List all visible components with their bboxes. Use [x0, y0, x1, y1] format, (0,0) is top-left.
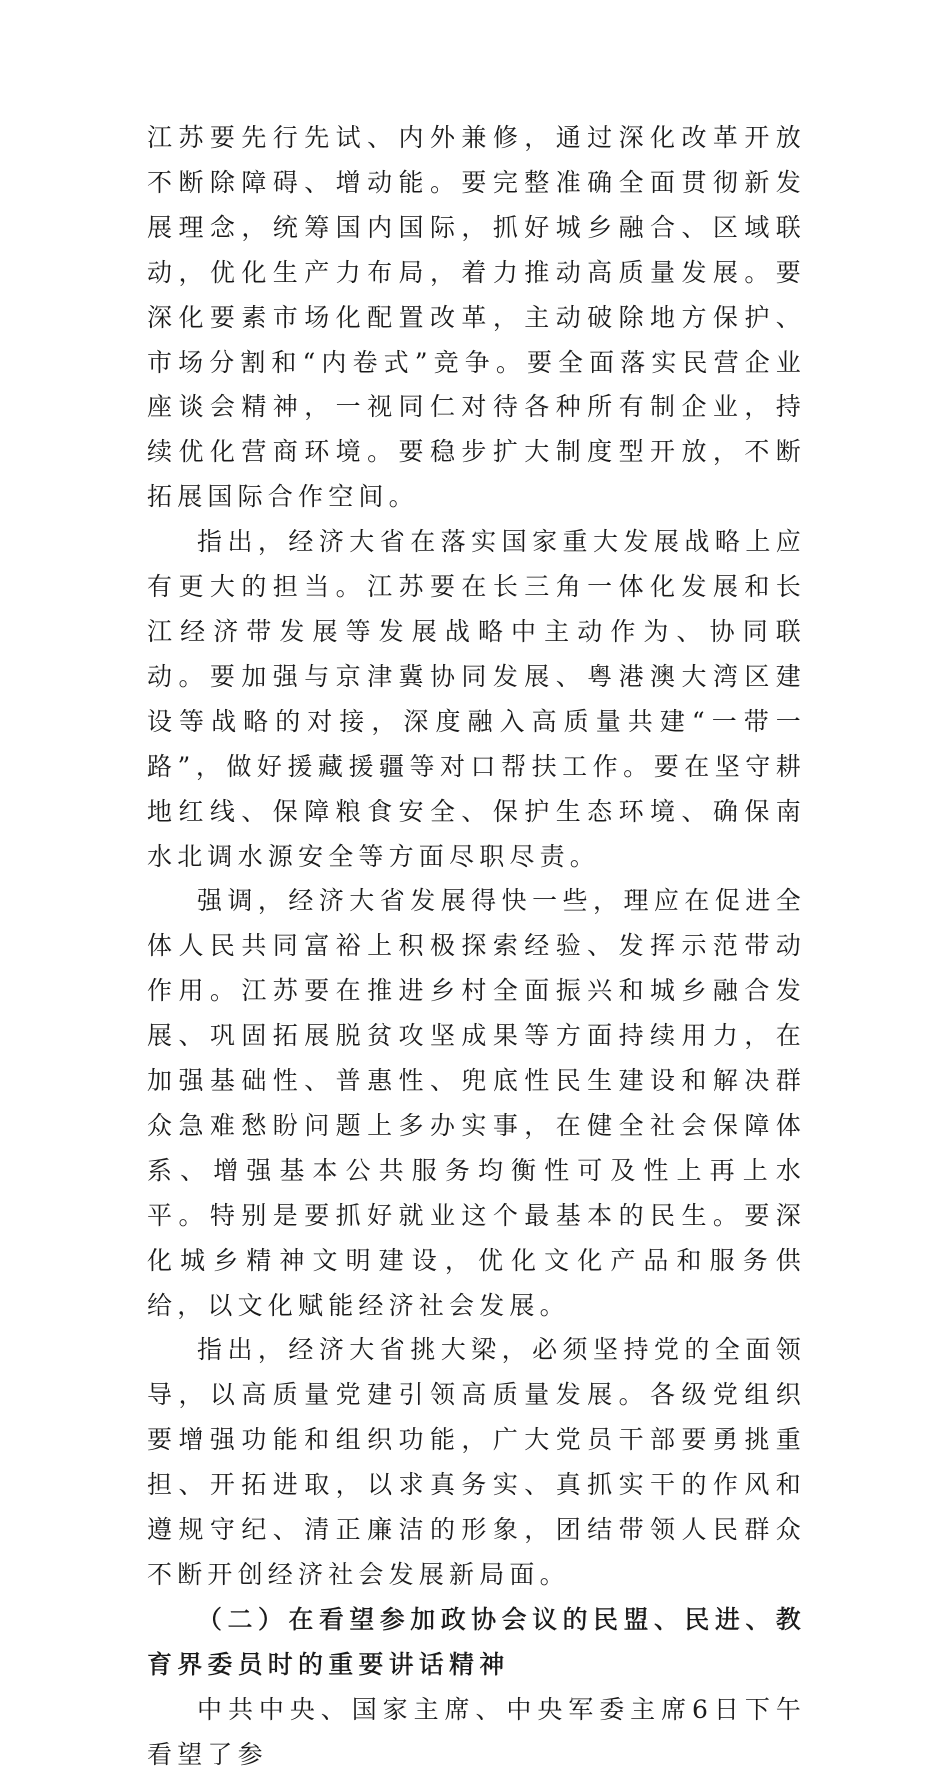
paragraph: 强调，经济大省发展得快一些，理应在促进全体人民共同富裕上积极探索经验、发挥示范带动作用。江苏要在推进乡村全面振兴和城乡融合发展、巩固拓展脱贫攻坚成果等方面持续用力，在加强基础性、普惠性、兜底性民生建设和解决群众急难愁盼问题上多办实事，在健全社会保障体系、增强基本公共服务均衡性可及性上再上水平。特别是要抓好就业这个最基本的民生。要深化城乡精神文明建设，优化文化产品和服务供给，以文化赋能经济社会发展。: [147, 886, 806, 1320]
paragraph-continuation: 江苏要先行先试、内外兼修，通过深化改革开放不断除障碍、增动能。要完整准确全面贯彻新发展理念，统筹国内国际，抓好城乡融合、区域联动，优化生产力布局，着力推动高质量发展。要深化要素市场化配置改革，主动破除地方保护、市场分割和“内卷式”竞争。要全面落实民营企业座谈会精神，一视同仁对待各种所有制企业，持续优化营商环境。要稳步扩大制度型开放，不断拓展国际合作空间。: [147, 123, 806, 512]
paragraph: 指出，经济大省在落实国家重大发展战略上应有更大的担当。江苏要在长三角一体化发展和长江经济带发展等发展战略中主动作为、协同联动。要加强与京津冀协同发展、粤港澳大湾区建设等战略的对接，深度融入高质量共建“一带一路”，做好援藏援疆等对口帮扶工作。要在坚守耕地红线、保障粮食安全、保护生态环境、确保南水北调水源安全等方面尽职尽责。: [147, 527, 806, 871]
paragraph-start: 中共中央、国家主席、中央军委主席6日下午看望了参: [147, 1694, 806, 1769]
section-heading: （二）在看望参加政协会议的民盟、民进、教育界委员时的重要讲话精神: [147, 1604, 806, 1679]
document-body: [147, 116, 806, 1778]
paragraph: 指出，经济大省挑大梁，必须坚持党的全面领导，以高质量党建引领高质量发展。各级党组织要增强功能和组织功能，广大党员干部要勇挑重担、开拓进取，以求真务实、真抓实干的作风和遵规守纪、清正廉洁的形象，团结带领人民群众不断开创经济社会发展新局面。: [147, 1335, 806, 1589]
